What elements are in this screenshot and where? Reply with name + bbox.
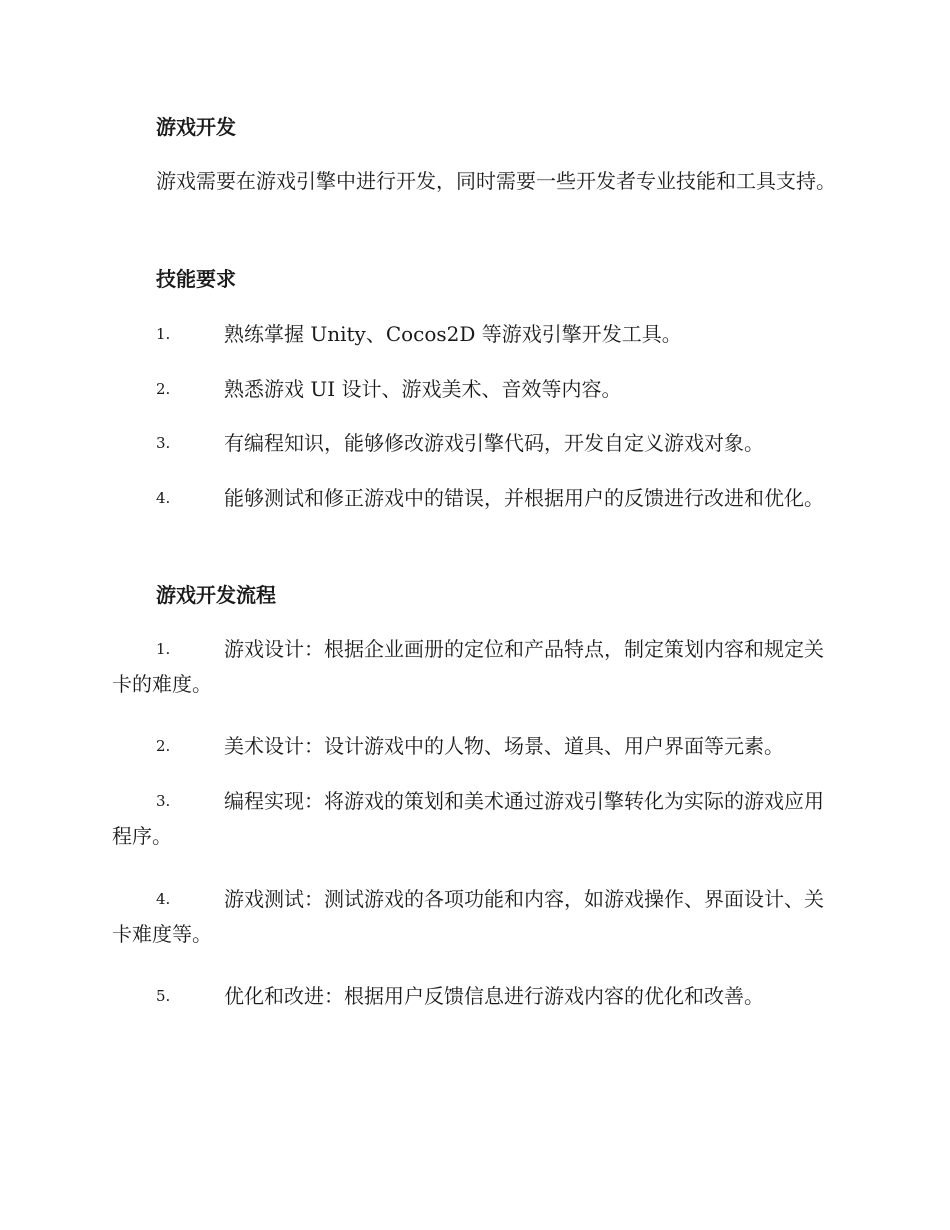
paragraph-intro: 游戏需要在游戏引擎中进行开发，同时需要一些开发者专业技能和工具支持。: [156, 169, 836, 193]
list-item: [112, 426, 838, 461]
list-number: 4.: [156, 489, 171, 507]
list-item: [112, 729, 838, 764]
list-text: 优化和改进：根据用户反馈信息进行游戏内容的优化和改善。: [224, 984, 764, 1008]
list-item: [112, 481, 838, 516]
list-text: 能够测试和修正游戏中的错误，并根据用户的反馈进行改进和优化。: [224, 486, 824, 510]
list-number: 2.: [156, 737, 171, 755]
list-number: 4.: [156, 890, 171, 908]
list-item: [112, 784, 838, 854]
list-item: [112, 979, 838, 1014]
list-text: 熟练掌握 Unity、Cocos2D 等游戏引擎开发工具。: [224, 322, 682, 346]
list-item: [112, 317, 838, 352]
list-item: [112, 372, 838, 407]
list-item: [112, 882, 838, 952]
list-number: 5.: [156, 987, 171, 1005]
list-number: 1.: [156, 325, 171, 343]
list-item: [112, 632, 838, 702]
list-text: 编程实现：将游戏的策划和美术通过游戏引擎转化为实际的游戏应用程序。: [112, 789, 824, 848]
list-text: 美术设计：设计游戏中的人物、场景、道具、用户界面等元素。: [224, 734, 784, 758]
list-text: 游戏测试：测试游戏的各项功能和内容，如游戏操作、界面设计、关卡难度等。: [112, 887, 824, 946]
list-number: 1.: [156, 640, 171, 658]
heading-skill-requirements: 技能要求: [156, 267, 236, 291]
list-number: 3.: [156, 434, 171, 452]
list-text: 游戏设计：根据企业画册的定位和产品特点，制定策划内容和规定关卡的难度。: [112, 637, 824, 696]
heading-development-process: 游戏开发流程: [156, 583, 276, 607]
list-number: 3.: [156, 792, 171, 810]
list-text: 熟悉游戏 UI 设计、游戏美术、音效等内容。: [224, 377, 622, 401]
list-number: 2.: [156, 380, 171, 398]
list-text: 有编程知识，能够修改游戏引擎代码，开发自定义游戏对象。: [224, 431, 764, 455]
heading-game-development: 游戏开发: [156, 115, 236, 139]
